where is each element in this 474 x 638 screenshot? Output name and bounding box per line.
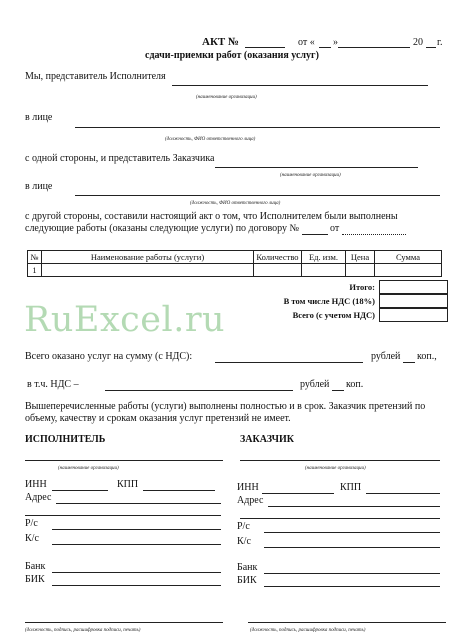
services-table	[27, 250, 442, 277]
total-with-vat-value-box[interactable]	[379, 308, 448, 322]
total-with-vat-label: Всего (с учетом НДС)	[292, 310, 375, 320]
vat-amount-label: в т.ч. НДС –	[27, 379, 79, 390]
contract-number-line[interactable]	[302, 234, 328, 235]
customer-bik-line[interactable]	[264, 586, 440, 587]
executor-inn-label: ИНН	[25, 479, 47, 490]
act-title: АКТ №	[202, 36, 240, 48]
year-label: 20	[413, 37, 423, 48]
col-unit: Ед. изм.	[302, 251, 346, 264]
executor-rs-line[interactable]	[52, 529, 221, 530]
customer-rs-line[interactable]	[264, 532, 440, 533]
vat-amount-line[interactable]	[105, 390, 293, 391]
cell-number: 1	[28, 264, 42, 277]
customer-heading: ЗАКАЗЧИК	[240, 434, 294, 445]
executor-bik-line[interactable]	[52, 585, 221, 586]
cell-unit[interactable]	[302, 264, 346, 277]
cell-price[interactable]	[346, 264, 375, 277]
table-header-row	[28, 251, 442, 264]
kop-line[interactable]	[403, 362, 415, 363]
executor-address-line-2[interactable]	[25, 515, 221, 516]
customer-org-line[interactable]	[215, 167, 418, 168]
executor-bik-label: БИК	[25, 574, 45, 585]
executor-kpp-label: КПП	[117, 479, 139, 490]
cell-name[interactable]	[42, 264, 254, 277]
act-subtitle: сдачи-приемки работ (оказания услуг)	[145, 50, 319, 61]
customer-bank-line[interactable]	[264, 573, 440, 574]
customer-inn-line[interactable]	[262, 493, 334, 494]
customer-kpp-label: КПП	[340, 482, 362, 493]
kop-label-2: коп.	[346, 379, 364, 390]
customer-person-hint: (должность, ФИО ответственного лица)	[190, 201, 281, 206]
total-amount-label: Всего оказано услуг на сумму (с НДС):	[25, 351, 193, 362]
col-qty: Количество	[254, 251, 302, 264]
executor-org-name-hint: (наименование организации)	[58, 466, 119, 471]
month-line[interactable]	[338, 47, 410, 48]
col-sum: Сумма	[375, 251, 442, 264]
customer-rep-label: с одной стороны, и представитель Заказчика	[25, 153, 215, 164]
customer-sign-line[interactable]	[248, 622, 446, 623]
executor-person-hint: (должность, ФИО ответственного лица)	[165, 137, 256, 142]
executor-address-line[interactable]	[56, 503, 221, 504]
customer-address-line[interactable]	[268, 506, 440, 507]
contract-date-line[interactable]	[342, 234, 406, 235]
customer-address-label: Адрес	[237, 495, 264, 506]
executor-rs-label: Р/с	[25, 518, 38, 529]
kop-label: коп.,	[417, 351, 437, 362]
executor-rep-label: Мы, представитель Исполнителя	[25, 71, 166, 82]
completion-note-2: объему, качеству и срокам оказания услуг претензий не имеет.	[25, 413, 291, 424]
executor-org-line[interactable]	[172, 85, 428, 86]
executor-sign-hint: (должность, подпись, расшифровка подписи, печать)	[25, 628, 141, 633]
customer-rs-label: Р/с	[237, 521, 250, 532]
executor-org-name-line[interactable]	[25, 460, 223, 461]
executor-ks-label: К/с	[25, 533, 39, 544]
total-label: Итого:	[349, 282, 375, 292]
date-from-label: от «	[298, 37, 315, 48]
act-number-line[interactable]	[245, 47, 285, 48]
rub-label-2: рублей	[300, 379, 330, 390]
rub-label: рублей	[371, 351, 401, 362]
executor-bank-label: Банк	[25, 561, 46, 572]
cell-qty[interactable]	[254, 264, 302, 277]
customer-org-name-hint: (наименование организации)	[305, 466, 366, 471]
customer-bank-label: Банк	[237, 562, 258, 573]
vat-label: В том числе НДС (18%)	[283, 296, 375, 306]
contract-from-label: от	[330, 223, 340, 234]
customer-address-line-2[interactable]	[240, 518, 440, 519]
year-line[interactable]	[426, 47, 436, 48]
customer-ks-label: К/с	[237, 536, 251, 547]
executor-ks-line[interactable]	[52, 544, 221, 545]
executor-org-hint: (наименование организации)	[196, 95, 257, 100]
executor-heading: ИСПОЛНИТЕЛЬ	[25, 434, 106, 445]
customer-ks-line[interactable]	[264, 547, 440, 548]
completion-note-1: Вышеперечисленные работы (услуги) выполнены полностью и в срок. Заказчик претензий по	[25, 401, 426, 412]
customer-person-line[interactable]	[75, 195, 440, 196]
in-person-label: в лице	[25, 112, 53, 123]
table-row	[28, 264, 442, 277]
customer-org-hint: (наименование организации)	[280, 173, 341, 178]
col-name: Наименование работы (услуги)	[42, 251, 254, 264]
col-price: Цена	[346, 251, 375, 264]
customer-sign-hint: (должность, подпись, расшифровка подписи, печать)	[250, 628, 366, 633]
total-amount-line[interactable]	[215, 362, 363, 363]
total-value-box[interactable]	[379, 280, 448, 294]
year-suffix: г.	[437, 37, 443, 48]
executor-sign-line[interactable]	[25, 622, 223, 623]
in-person-label-2: в лице	[25, 181, 53, 192]
customer-inn-label: ИНН	[237, 482, 259, 493]
executor-inn-line[interactable]	[52, 490, 108, 491]
statement-line-1: с другой стороны, составили настоящий акт о том, что Исполнителем были выполнены	[25, 211, 398, 222]
executor-bank-line[interactable]	[52, 572, 221, 573]
watermark-logo: RuExcel.ru	[24, 300, 226, 340]
kop-line-2[interactable]	[332, 390, 344, 391]
statement-line-2: следующие работы (оказаны следующие услуги) по договору №	[25, 223, 300, 234]
vat-value-box[interactable]	[379, 294, 448, 308]
customer-bik-label: БИК	[237, 575, 257, 586]
executor-person-line[interactable]	[75, 127, 440, 128]
executor-kpp-line[interactable]	[143, 490, 215, 491]
date-close-quote: »	[333, 37, 338, 48]
cell-sum[interactable]	[375, 264, 442, 277]
col-number: №	[28, 251, 42, 264]
day-line[interactable]	[319, 47, 331, 48]
executor-address-label: Адрес	[25, 492, 52, 503]
customer-kpp-line[interactable]	[366, 493, 440, 494]
customer-org-name-line[interactable]	[240, 460, 440, 461]
